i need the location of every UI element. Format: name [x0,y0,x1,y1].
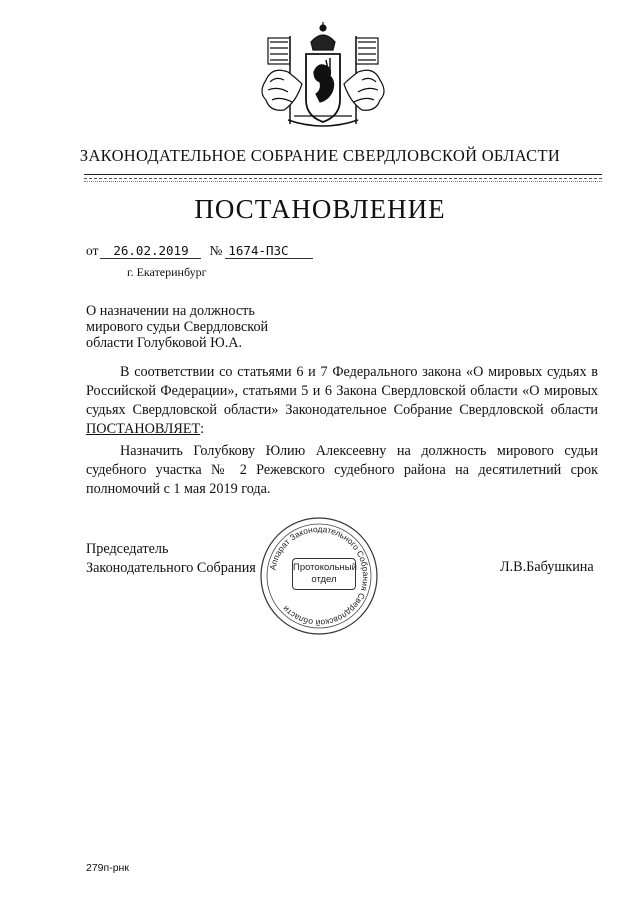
stamp-center-line: отдел [311,574,337,585]
subject-line: области Голубковой Ю.А. [86,335,243,351]
document-date: 26.02.2019 [100,244,201,259]
sverdlovsk-coat-of-arms-icon [248,20,398,132]
body-paragraph-punctuation: : [200,421,205,437]
stamp-ring-text: Аппарат Законодательного Собрания Свердловской области [267,523,372,629]
header-divider [84,174,602,175]
header-divider [84,178,602,179]
date-number-line [86,243,313,259]
signatory-role [86,540,256,578]
subject-line: мирового судьи Свердловской [86,319,269,335]
footer-code: 279п-рнк [86,862,129,874]
stamp-center-line: Протокольный [293,562,357,573]
stamp-center-label [292,558,356,590]
organization-title: ЗАКОНОДАТЕЛЬНОЕ СОБРАНИЕ СВЕРДЛОВСКОЙ ОБЛАСТИ [79,146,561,165]
document-number: 1674-ПЗС [225,244,313,259]
body-paragraph [86,363,598,439]
signatory-role-line: Председатель [86,541,169,557]
subject-line: О назначении на должность [86,303,255,319]
document-type-title: ПОСТАНОВЛЕНИЕ [194,194,446,224]
date-prefix: от [86,243,99,258]
resolution-keyword: ПОСТАНОВЛЯЕТ [86,421,201,437]
document-subject [86,303,366,351]
signatory-role-line: Законодательного Собрания [86,560,256,576]
header-divider [84,181,602,182]
number-prefix: № [209,243,223,258]
body-paragraph-text: В соответствии со статьями 6 и 7 Федерального закона «О мировых судьях в Российской Федерации», статьями 5 и 6 Закона Свердловской области «О мировых судьях Свердловской области» Законодательное Собрание Свердловской области [86,364,598,418]
body-paragraph: Назначить Голубкову Юлию Алексеевну на должность мирового судьи судебного участка № 2 Режевского судебного района на десятилетний срок полномочий с 1 мая 2019 года. [86,443,598,497]
signatory-name: Л.В.Бабушкина [500,559,594,575]
document-body [86,363,598,499]
city-label: г. Екатеринбург [127,265,207,279]
